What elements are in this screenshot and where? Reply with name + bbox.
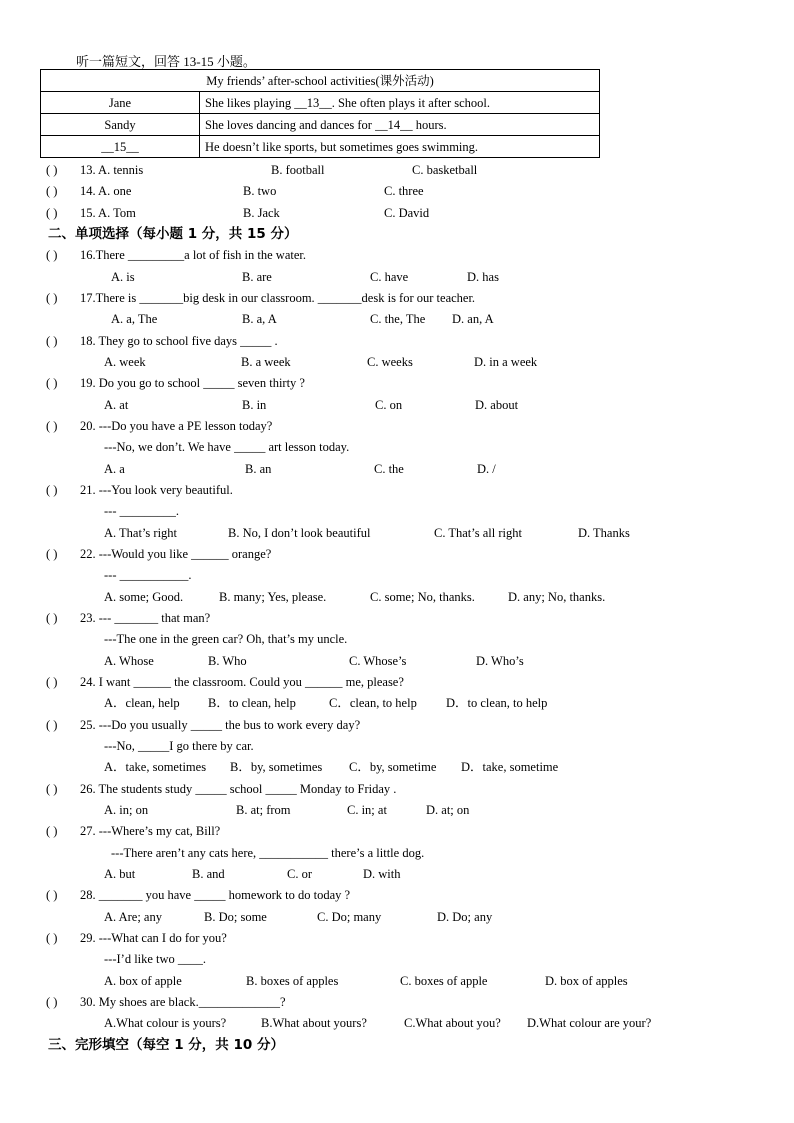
option-c: C.What about you?: [404, 1016, 501, 1030]
activities-table: [40, 69, 600, 158]
option-a: A. at: [104, 398, 129, 412]
section-3-heading: 三、完形填空（每空 1 分，共 10 分）: [48, 1037, 284, 1053]
question-stem: 19. Do you go to school _____ seven thirty ?: [80, 376, 305, 390]
table-cell-name: Sandy: [41, 114, 200, 136]
question-19-options: [0, 395, 794, 415]
option-c: C. or: [287, 867, 312, 881]
option-d: D. box of apples: [545, 974, 628, 988]
question-23-options: [0, 651, 794, 671]
option-b: B. many; Yes, please.: [219, 590, 327, 604]
question-26-options: [0, 800, 794, 820]
table-cell-desc: She loves dancing and dances for __14__ hours.: [200, 114, 600, 136]
option-d: D. in a week: [474, 355, 538, 369]
question-15: [0, 203, 794, 223]
table-row: [41, 136, 600, 158]
option-d: D. Who’s: [476, 654, 524, 668]
option-c: C. Do; many: [317, 910, 382, 924]
option-a: A. Are; any: [104, 910, 162, 924]
question-16-options: [0, 267, 794, 287]
table-row: [41, 114, 600, 136]
option-a: A. box of apple: [104, 974, 182, 988]
question-25: [0, 715, 794, 735]
option-b: B.What about yours?: [261, 1016, 367, 1030]
option-b: B. are: [242, 270, 272, 284]
option-a: A. but: [104, 867, 136, 881]
answer-paren[interactable]: ( ): [46, 184, 58, 198]
option-b: B. and: [192, 867, 225, 881]
question-18-options: [0, 352, 794, 372]
question-22-options: [0, 587, 794, 607]
option-c: C. That’s all right: [434, 526, 522, 540]
option-c: C. three: [384, 184, 424, 198]
option-b: B. an: [245, 462, 272, 476]
option-d: D．to clean, to help: [446, 696, 548, 710]
question-30: [0, 992, 794, 1012]
answer-paren[interactable]: ( ): [46, 718, 58, 732]
option-a: A. in; on: [104, 803, 149, 817]
option-d: D．take, sometime: [461, 760, 559, 774]
table-row: [41, 92, 600, 114]
question-29: [0, 928, 794, 948]
question-stem: 20. ---Do you have a PE lesson today?: [80, 419, 273, 433]
option-c: C. on: [375, 398, 403, 412]
question-21: [0, 480, 794, 500]
question-stem: 15. A. Tom: [80, 206, 136, 220]
question-26: [0, 779, 794, 799]
question-19: [0, 373, 794, 393]
question-14: [0, 181, 794, 201]
answer-paren[interactable]: ( ): [46, 248, 58, 262]
question-stem: 28. _______ you have _____ homework to do today ?: [80, 888, 351, 902]
table-title: My friends’ after-school activities(课外活动): [41, 70, 600, 92]
option-c: C．clean, to help: [329, 696, 417, 710]
question-stem: 14. A. one: [80, 184, 132, 198]
question-sub: ---The one in the green car? Oh, that’s my uncle.: [104, 632, 348, 646]
option-d: D. with: [363, 867, 401, 881]
question-sub: ---No, _____I go there by car.: [104, 739, 254, 753]
option-b: B. football: [271, 163, 325, 177]
question-28-options: [0, 907, 794, 927]
option-d: D. Thanks: [578, 526, 630, 540]
question-stem: 26. The students study _____ school _____ Monday to Friday .: [80, 782, 397, 796]
option-d: D. /: [477, 462, 496, 476]
question-sub: ---No, we don’t. We have _____ art lesson today.: [104, 440, 350, 454]
option-a: A. a: [104, 462, 125, 476]
option-d: D. any; No, thanks.: [508, 590, 606, 604]
question-stem: 29. ---What can I do for you?: [80, 931, 227, 945]
option-a: A. a, The: [111, 312, 158, 326]
question-25-options: [0, 757, 794, 777]
option-a: A. Whose: [104, 654, 154, 668]
option-d: D. at; on: [426, 803, 470, 817]
option-b: B. a week: [241, 355, 291, 369]
question-13: [0, 160, 794, 180]
option-d: D. an, A: [452, 312, 494, 326]
question-29-reply: [0, 949, 794, 969]
question-stem: 30. My shoes are black._____________?: [80, 995, 286, 1009]
option-b: B. boxes of apples: [246, 974, 339, 988]
option-b: B. No, I don’t look beautiful: [228, 526, 371, 540]
question-stem: 13. A. tennis: [80, 163, 144, 177]
question-22: [0, 544, 794, 564]
answer-paren[interactable]: ( ): [46, 931, 58, 945]
option-c: C. David: [384, 206, 430, 220]
option-d: D. has: [467, 270, 499, 284]
option-b: B. two: [243, 184, 277, 198]
option-a: A.What colour is yours?: [104, 1016, 227, 1030]
answer-paren[interactable]: ( ): [46, 824, 58, 838]
answer-paren[interactable]: ( ): [46, 291, 58, 305]
question-30-options: [0, 1013, 794, 1033]
option-d: D.What colour are your?: [527, 1016, 652, 1030]
table-cell-desc: He doesn’t like sports, but sometimes goes swimming.: [200, 136, 600, 158]
option-b: B. Do; some: [204, 910, 267, 924]
option-c: C. Whose’s: [349, 654, 407, 668]
question-sub: ---There aren’t any cats here, ___________ there’s a little dog.: [111, 846, 425, 860]
question-24: [0, 672, 794, 692]
answer-paren[interactable]: ( ): [46, 888, 58, 902]
question-stem: 16.There _________a lot of fish in the water.: [80, 248, 306, 262]
option-c: C. have: [370, 270, 409, 284]
table-cell-name: Jane: [41, 92, 200, 114]
question-stem: 23. --- _______ that man?: [80, 611, 211, 625]
option-c: C. the, The: [370, 312, 426, 326]
question-sub: ---I’d like two ____.: [104, 952, 207, 966]
option-c: C．by, sometime: [349, 760, 437, 774]
question-stem: 22. ---Would you like ______ orange?: [80, 547, 272, 561]
question-17-options: [0, 309, 794, 329]
answer-paren[interactable]: ( ): [46, 419, 58, 433]
question-24-options: [0, 693, 794, 713]
answer-paren[interactable]: ( ): [46, 334, 58, 348]
option-c: C. weeks: [367, 355, 413, 369]
option-b: B. at; from: [236, 803, 291, 817]
question-29-options: [0, 971, 794, 991]
question-stem: 21. ---You look very beautiful.: [80, 483, 233, 497]
question-16: [0, 245, 794, 265]
option-c: C. basketball: [412, 163, 478, 177]
option-b: B．to clean, help: [208, 696, 296, 710]
question-21-reply: [0, 501, 794, 521]
question-sub: --- _________.: [104, 504, 179, 518]
option-c: C. boxes of apple: [400, 974, 488, 988]
question-23-reply: [0, 629, 794, 649]
option-a: A. week: [104, 355, 146, 369]
question-stem: 18. They go to school five days _____ .: [80, 334, 278, 348]
question-stem: 25. ---Do you usually _____ the bus to work every day?: [80, 718, 361, 732]
option-a: A. is: [111, 270, 135, 284]
answer-paren[interactable]: ( ): [46, 782, 58, 796]
table-cell-desc: She likes playing __13__. She often plays it after school.: [200, 92, 600, 114]
question-27-reply: [0, 843, 794, 863]
question-23: [0, 608, 794, 628]
option-d: D. Do; any: [437, 910, 493, 924]
option-b: B. Who: [208, 654, 247, 668]
answer-paren[interactable]: ( ): [46, 675, 58, 689]
answer-paren[interactable]: ( ): [46, 995, 58, 1009]
question-stem: 17.There is _______big desk in our classroom. _______desk is for our teacher.: [80, 291, 476, 305]
question-20: [0, 416, 794, 436]
option-a: A．clean, help: [104, 696, 180, 710]
option-c: C. in; at: [347, 803, 387, 817]
question-28: [0, 885, 794, 905]
answer-paren[interactable]: ( ): [46, 163, 58, 177]
question-stem: 24. I want ______ the classroom. Could you ______ me, please?: [80, 675, 404, 689]
option-b: B. in: [242, 398, 267, 412]
option-a: A．take, sometimes: [104, 760, 207, 774]
question-20-reply: [0, 437, 794, 457]
option-a: A. some; Good.: [104, 590, 184, 604]
option-b: B．by, sometimes: [230, 760, 323, 774]
question-stem: 27. ---Where’s my cat, Bill?: [80, 824, 221, 838]
question-18: [0, 331, 794, 351]
answer-paren[interactable]: ( ): [46, 206, 58, 220]
section-2-heading: 二、单项选择（每小题 1 分，共 15 分）: [48, 226, 298, 242]
question-20-options: [0, 459, 794, 479]
option-b: B. Jack: [243, 206, 280, 220]
option-c: C. the: [374, 462, 404, 476]
question-27-options: [0, 864, 794, 884]
option-d: D. about: [475, 398, 519, 412]
listening-intro: 听一篇短文，回答 13-15 小题。: [76, 54, 256, 69]
answer-paren[interactable]: ( ): [46, 376, 58, 390]
table-cell-name: __15__: [41, 136, 200, 158]
option-c: C. some; No, thanks.: [370, 590, 475, 604]
option-b: B. a, A: [242, 312, 277, 326]
question-sub: --- ___________.: [104, 568, 192, 582]
question-17: [0, 288, 794, 308]
question-27: [0, 821, 794, 841]
answer-paren[interactable]: ( ): [46, 611, 58, 625]
table-header-row: [41, 70, 600, 92]
question-21-options: [0, 523, 794, 543]
question-25-reply: [0, 736, 794, 756]
answer-paren[interactable]: ( ): [46, 547, 58, 561]
option-a: A. That’s right: [104, 526, 178, 540]
answer-paren[interactable]: ( ): [46, 483, 58, 497]
question-22-reply: [0, 565, 794, 585]
